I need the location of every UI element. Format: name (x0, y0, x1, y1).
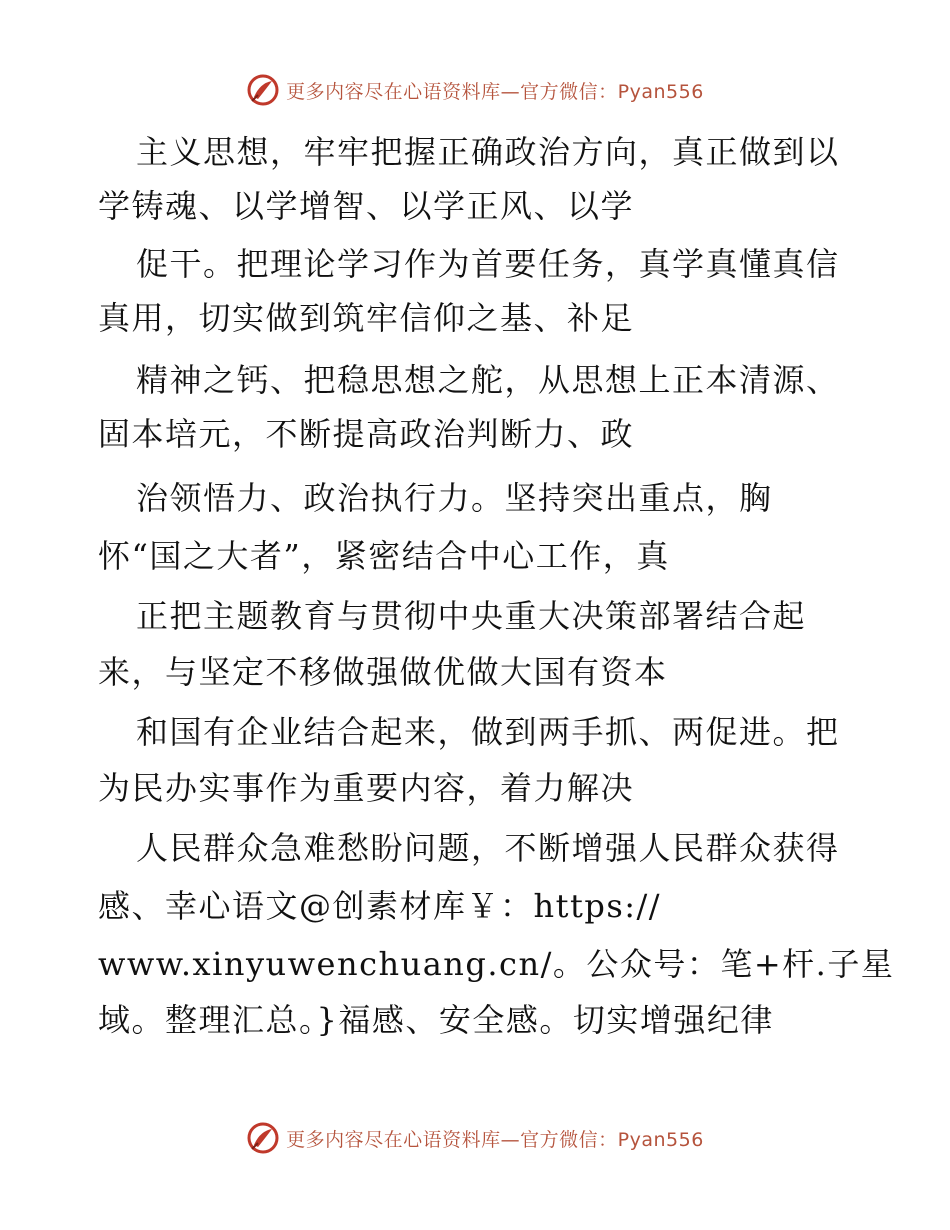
text-line: 为民办实事作为重要内容，着力解决 (98, 769, 635, 807)
pen-logo-icon (246, 73, 280, 107)
text-line: 来，与坚定不移做强做优做大国有资本 (98, 653, 668, 691)
text-line: 学铸魂、以学增智、以学正风、以学 (98, 187, 635, 225)
text-line: 人民群众急难愁盼问题，不断增强人民群众获得 (136, 829, 840, 867)
text-line: 促干。把理论学习作为首要任务，真学真懂真信 (136, 245, 840, 283)
text-line: www.xinyuwenchuang.cn/。公众号：笔+杆.子星 (98, 945, 895, 983)
pen-logo-icon (246, 1121, 280, 1155)
text-line: 域。整理汇总。}福感、安全感。切实增强纪律 (98, 1001, 774, 1039)
banner-slogan: 更多内容尽在心语资料库—官方微信： (286, 1128, 618, 1151)
text-line: 精神之钙、把稳思想之舵，从思想上正本清源、 (136, 361, 840, 399)
header-banner (0, 70, 950, 110)
banner-text (286, 1125, 704, 1152)
footer-banner (0, 1118, 950, 1158)
banner-slogan: 更多内容尽在心语资料库—官方微信： (286, 80, 618, 103)
banner-wechat-id: Pyan556 (617, 80, 704, 103)
text-line: 感、幸心语文@创素材库￥：https:// (98, 887, 662, 925)
text-line: 怀“国之大者”，紧密结合中心工作，真 (98, 537, 670, 575)
text-line: 固本培元，不断提高政治判断力、政 (98, 415, 635, 453)
banner-text (286, 77, 704, 104)
text-line: 主义思想，牢牢把握正确政治方向，真正做到以 (136, 133, 840, 171)
text-line: 和国有企业结合起来，做到两手抓、两促进。把 (136, 713, 840, 751)
text-line: 真用，切实做到筑牢信仰之基、补足 (98, 299, 635, 337)
text-line: 正把主题教育与贯彻中央重大决策部署结合起 (136, 597, 807, 635)
text-line: 治领悟力、政治执行力。坚持突出重点，胸 (136, 479, 773, 517)
banner-wechat-id: Pyan556 (617, 1128, 704, 1151)
